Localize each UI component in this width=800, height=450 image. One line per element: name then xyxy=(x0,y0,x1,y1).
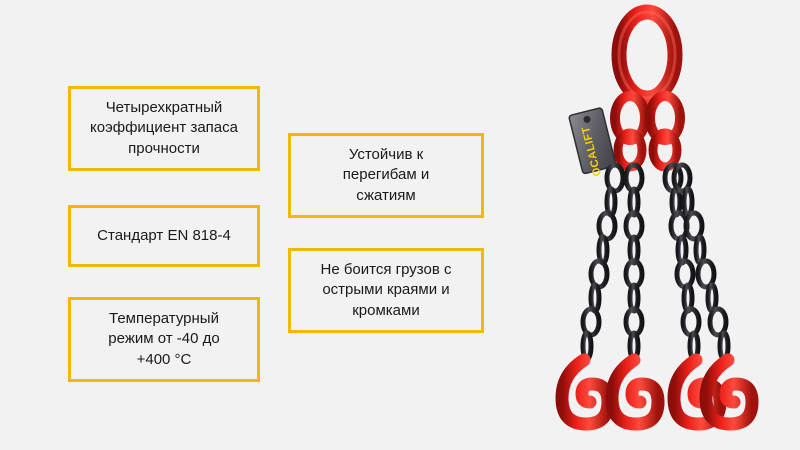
chain-sling-illustration xyxy=(510,0,800,450)
feature-box-standard xyxy=(68,205,260,267)
feature-box-safety-factor xyxy=(68,86,260,171)
tag-label: OCALIFT xyxy=(579,124,604,178)
feature-text: Стандарт EN 818-4 xyxy=(97,226,231,244)
self-locking-hook-1 xyxy=(562,360,608,424)
feature-box-bend-resistance xyxy=(288,133,484,218)
feature-box-temperature-range xyxy=(68,297,260,382)
feature-text: Не боится грузов с острыми краями и кромками xyxy=(320,261,452,319)
chain-leg-2 xyxy=(612,165,658,424)
self-locking-hook-2 xyxy=(612,360,658,424)
feature-text: Четырехкратный коэффициент запаса прочности xyxy=(90,99,238,157)
connector-links xyxy=(615,96,680,167)
feature-box-sharp-edges xyxy=(288,248,484,333)
feature-text: Температурный режим от -40 до +400 °C xyxy=(108,310,220,368)
master-link-icon xyxy=(619,12,675,98)
feature-text: Устойчив к перегибам и сжатиям xyxy=(342,146,430,204)
self-locking-hook-4 xyxy=(706,360,752,424)
